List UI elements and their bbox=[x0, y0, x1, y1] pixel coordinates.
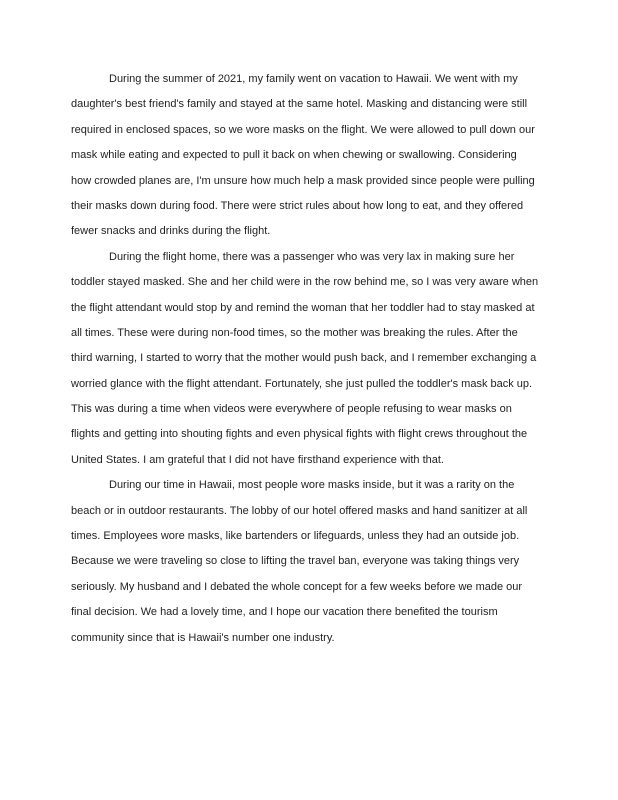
essay-line: times. Employees wore masks, like bartenders or lifeguards, unless they had an outside job. bbox=[71, 530, 520, 543]
essay-line: community since that is Hawaii's number one industry. bbox=[71, 631, 335, 644]
essay-line: required in enclosed spaces, so we wore masks on the flight. We were allowed to pull down our bbox=[71, 123, 535, 136]
essay-line: how crowded planes are, I'm unsure how much help a mask provided since people were pulling bbox=[71, 174, 535, 187]
essay-line: seriously. My husband and I debated the whole concept for a few weeks before we made our bbox=[71, 580, 523, 593]
essay-line: flights and getting into shouting fights and even physical fights with flight crews throughout the bbox=[71, 428, 528, 441]
essay-line: United States. I am grateful that I did not have firsthand experience with that. bbox=[71, 453, 444, 466]
essay-line: Because we were traveling so close to lifting the travel ban, everyone was taking things very bbox=[71, 555, 520, 568]
essay-line: the flight attendant would stop by and remind the woman that her toddler had to stay masked at bbox=[71, 301, 535, 314]
essay-text bbox=[71, 67, 553, 651]
essay-line: mask while eating and expected to pull it back on when chewing or swallowing. Considering bbox=[71, 149, 517, 162]
essay-line: worried glance with the flight attendant. Fortunately, she just pulled the toddler's mask back up. bbox=[71, 377, 533, 390]
essay-line: beach or in outdoor restaurants. The lobby of our hotel offered masks and hand sanitizer at all bbox=[71, 504, 528, 517]
paragraph-first-line: During the summer of 2021, my family went on vacation to Hawaii. We went with my bbox=[109, 73, 518, 85]
essay-line: daughter's best friend's family and stayed at the same hotel. Masking and distancing were still bbox=[71, 98, 528, 111]
essay-line: fewer snacks and drinks during the flight. bbox=[71, 225, 271, 238]
essay-line: final decision. We had a lovely time, and I hope our vacation there benefited the tourism bbox=[71, 606, 498, 619]
paragraph-first-line: During the flight home, there was a passenger who was very lax in making sure her bbox=[109, 250, 515, 263]
essay-line: all times. These were during non-food times, so the mother was breaking the rules. After the bbox=[71, 326, 518, 339]
paragraph-first-line: During our time in Hawaii, most people wore masks inside, but it was a rarity on the bbox=[109, 479, 515, 492]
essay-line: This was during a time when videos were everywhere of people refusing to wear masks on bbox=[71, 403, 512, 416]
essay-line: toddler stayed masked. She and her child were in the row behind me, so I was very aware when bbox=[71, 276, 539, 289]
essay-line: their masks down during food. There were strict rules about how long to eat, and they offered bbox=[71, 199, 524, 212]
essay-line: third warning, I started to worry that the mother would push back, and I remember exchanging a bbox=[71, 352, 537, 365]
